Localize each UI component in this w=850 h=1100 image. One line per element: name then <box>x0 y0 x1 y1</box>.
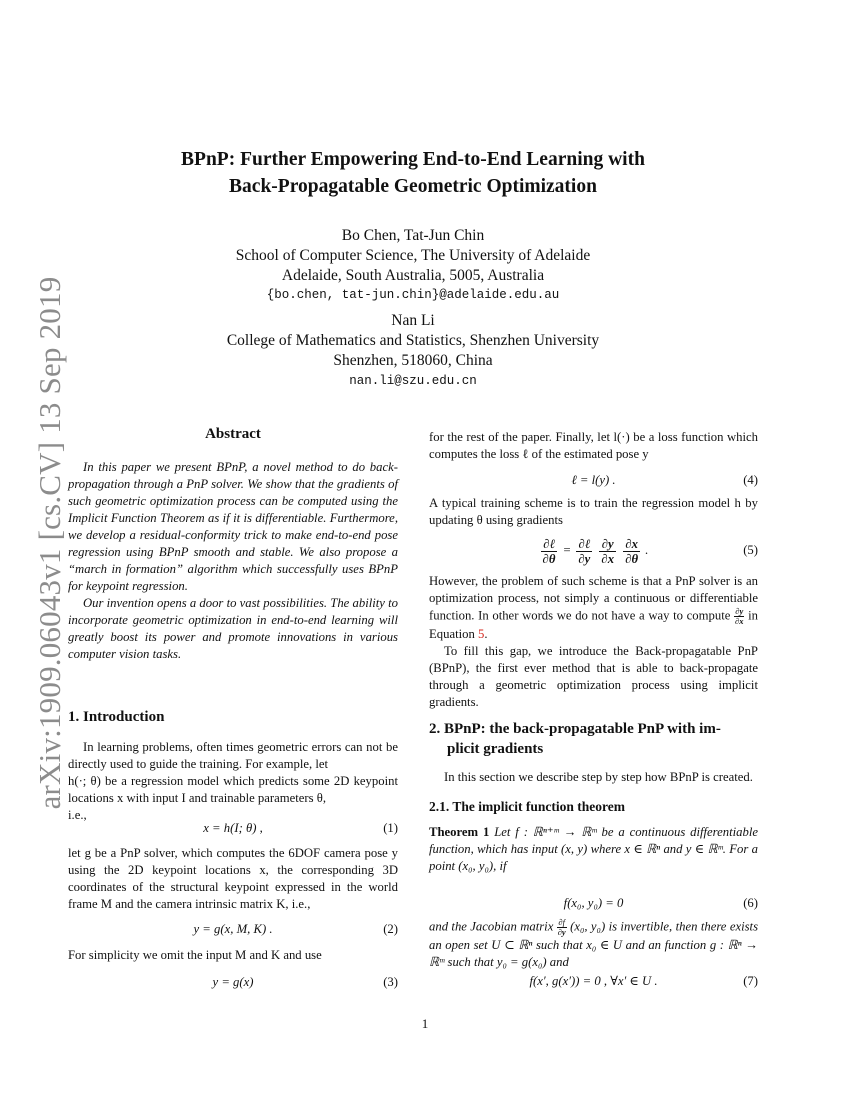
abstract-paragraph-2: Our invention opens a door to vast possibilities. The ability to incorporate geometric optimization in end-to-end learning will greatly boost its power and promote innovations in various computer vision tasks. <box>68 596 398 661</box>
email-2: nan.li@szu.edu.cn <box>349 374 477 388</box>
equation-6-number: (6) <box>743 896 758 910</box>
abstract-paragraph-1: In this paper we present BPnP, a novel method to do back-propagation through a PnP solver. We show that the gradients of such geometric optimization process can be computed using the Implicit Function Theorem as if it is differentiable. Furthermore, we develop a residual-conformity trick to make end-to-end pose regression using BPnP smooth and stable. We also propose a “march in formation” algorithm which successfully uses BPnP for keypoint regression. <box>68 460 398 593</box>
section-2-paragraph: In this section we describe step by step how BPnP is created. <box>444 770 753 784</box>
equation-3-number: (3) <box>383 975 398 989</box>
theorem-1-text-1: Let f : ℝⁿ⁺ᵐ → ℝᵐ be a continuous differentiable function, which has input (x, y) where x ∈ ℝⁿ and y ∈ ℝᵐ. For a point (x₀, y₀), if <box>429 825 759 873</box>
right-paragraph-3-tail: in Equation <box>429 608 759 641</box>
equation-4: ℓ = l(y) . <box>571 473 616 487</box>
section-2-1-heading: 2.1. The implicit function theorem <box>429 799 625 814</box>
eq5-dy-dx: $\frac{\partial y}{\partial x}$ <box>601 536 615 566</box>
equation-6: f(x₀, y₀) = 0 <box>563 896 624 910</box>
right-paragraph-4: To fill this gap, we introduce the Back-propagatable PnP (BPnP), the first ever method that is able to back-propagate through a geometric optimization process using implicit gradients. <box>429 644 758 709</box>
equation-1-number: (1) <box>383 821 398 835</box>
equation-1: x = h(I; θ) , <box>203 821 263 835</box>
introduction-section <box>68 707 398 824</box>
theorem-1-text-2a: and the Jacobian matrix <box>429 919 554 934</box>
theorem-1-label: Theorem 1 <box>429 825 490 839</box>
intro-paragraph-2: let g be a PnP solver, which computes the 6DOF camera pose y using the 2D keypoint locations x, the corresponding 3D coordinates of the structural keypoint expressed in the world frame M and the camera intrinsic matrix K, i.e., <box>68 846 398 911</box>
equation-3: y = g(x) <box>212 975 254 989</box>
abstract-section <box>68 426 398 663</box>
equation-2: y = g(x, M, K) . <box>193 922 273 936</box>
intro-paragraph-2-block <box>68 845 398 913</box>
dy-dx-inline-fraction: $\frac{\partial y}{\partial x}$ <box>735 606 744 626</box>
theorem-1 <box>429 824 758 875</box>
affiliation-1-line-2: Adelaide, South Australia, 5005, Australia <box>281 267 545 284</box>
equation-5: $\frac{\text{∂ℓ}}{\partial\theta}$ = $\frac{\text{∂ℓ}}{\partial y}$ $\frac{\partial y}{\partial x}$ $\frac{\partial x}{\partial\theta}$ . <box>542 536 649 566</box>
introduction-heading: 1. Introduction <box>68 709 165 725</box>
section-2-heading-line-2: plicit gradients <box>447 741 544 757</box>
theorem-1-text-2 <box>429 918 758 971</box>
right-paragraph-3-block <box>429 573 758 711</box>
title-line-2: Back-Propagatable Geometric Optimization <box>229 176 597 197</box>
abstract-heading: Abstract <box>205 426 261 442</box>
equation-5-number: (5) <box>743 543 758 557</box>
right-paragraph-2: A typical training scheme is to train the regression model h by updating θ using gradients <box>429 496 758 527</box>
eq5-dl-dtheta: $\frac{\text{∂ℓ}}{\partial\theta}$ <box>542 536 556 566</box>
affiliation-1-line-1: School of Computer Science, The University of Adelaide <box>235 247 591 264</box>
section-2-heading-line-1: 2. BPnP: the back-propagatable PnP with im- <box>429 721 721 737</box>
eq5-dl-dy: $\frac{\text{∂ℓ}}{\partial y}$ <box>578 536 591 566</box>
theorem-1-text-2b: (x₀, y₀) is invertible, then there exists an open set U ⊂ ℝⁿ such that x₀ ∈ U and an function g : ℝⁿ → ℝᵐ such that y₀ = g(x₀) and <box>429 919 759 969</box>
authors-1: Bo Chen, Tat-Jun Chin <box>341 227 485 244</box>
intro-paragraph-1a: In learning problems, often times geometric errors can not be directly used to guide the training. For example, let <box>68 740 398 771</box>
affiliation-2-line-2: Shenzhen, 518060, China <box>333 352 493 369</box>
paper-title <box>60 146 766 200</box>
theorem-1-continuation-block <box>429 918 758 971</box>
right-paragraph-2-block <box>429 495 758 529</box>
right-paragraph-1: for the rest of the paper. Finally, let l(·) be a loss function which computes the loss ℓ of the estimated pose y <box>429 430 758 461</box>
section-2-heading-block <box>429 719 758 875</box>
affiliation-2-line-1: College of Mathematics and Statistics, Shenzhen University <box>226 332 600 349</box>
equation-5-link[interactable]: 5 <box>477 627 485 641</box>
right-paragraph-3-text: However, the problem of such scheme is that a PnP solver is an optimization process, not simply a continuous or differentiable function. In other words we do not have a way to compute <box>429 574 758 623</box>
intro-paragraph-1b: h(·; θ) be a regression model which predicts some 2D keypoint locations x with input I and trainable parameters θ, <box>68 774 398 805</box>
equation-4-number: (4) <box>743 473 758 487</box>
right-paragraph-3: However, the problem of such scheme is that a PnP solver is an optimization process, not simply a continuous or differentiable function. In other words we do not have a way to compute $\frac{\partial y}{\partial x}$ in Equation 5. <box>429 574 759 641</box>
eq5-dx-dtheta: $\frac{\partial x}{\partial\theta}$ <box>625 536 639 566</box>
title-line-1: BPnP: Further Empowering End-to-End Learning with <box>181 149 645 170</box>
equation-2-number: (2) <box>383 922 398 936</box>
intro-paragraph-3-block <box>68 947 398 964</box>
equation-7-number: (7) <box>743 974 758 988</box>
email-1: {bo.chen, tat-jun.chin}@adelaide.edu.au <box>266 288 560 302</box>
authors-2: Nan Li <box>391 312 435 329</box>
arxiv-identifier-stamp: arXiv:1909.06043v1 [cs.CV] 13 Sep 2019 <box>32 276 67 810</box>
intro-paragraph-1c: i.e., <box>68 808 87 822</box>
page-number: 1 <box>421 1016 429 1031</box>
equation-7: f(x′, g(x′)) = 0 , ∀x′ ∈ U . <box>529 974 658 988</box>
intro-paragraph-3: For simplicity we omit the input M and K and use <box>68 948 322 962</box>
df-dy-inline-fraction: $\frac{\partial f}{\partial y}$ <box>557 917 566 937</box>
right-paragraph-1-block <box>429 429 758 463</box>
